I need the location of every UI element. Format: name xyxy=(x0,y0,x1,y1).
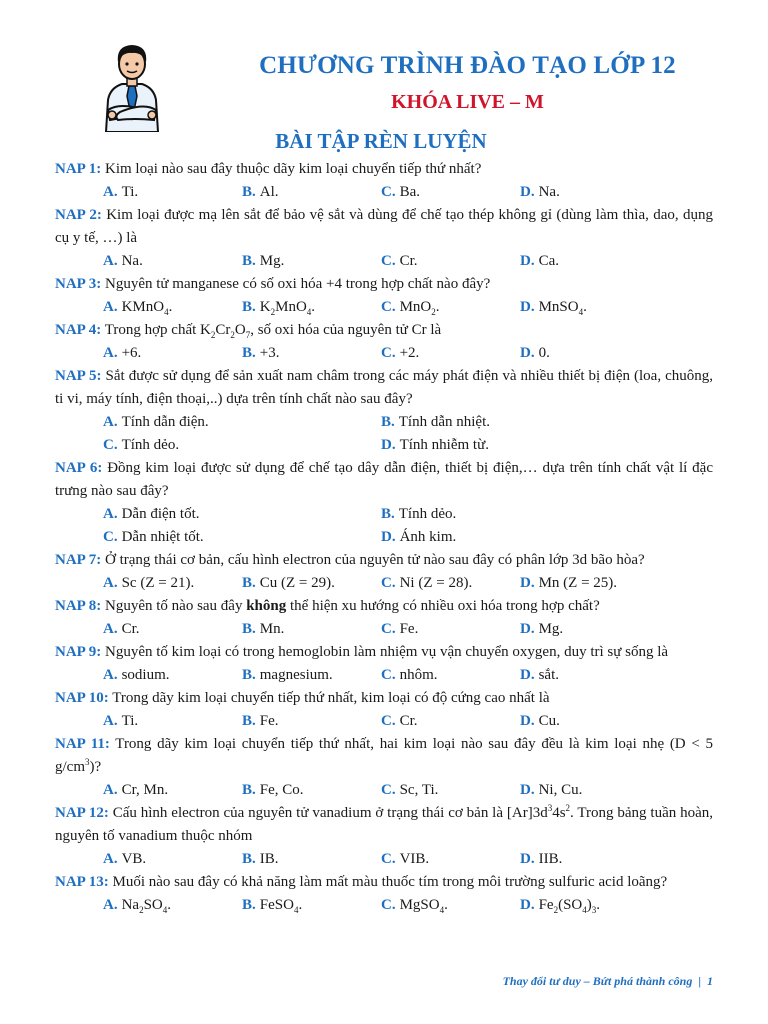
option-text: Ti. xyxy=(121,713,139,729)
answer-option xyxy=(381,779,520,802)
option-text: Tính dẻo. xyxy=(121,437,180,453)
question-text xyxy=(55,319,713,342)
option-letter: A. xyxy=(103,621,118,637)
question-stem: Cấu hình electron của nguyên tử vanadium ở trạng thái cơ bản là $[Ar]3d^34s^2$. Trong bảng tuần hoàn, nguyên tố vanadium thuộc nhóm xyxy=(55,803,714,844)
option-letter: C. xyxy=(381,897,396,913)
question-text xyxy=(55,158,713,181)
option-letter: C. xyxy=(381,184,396,200)
option-letter: B. xyxy=(381,506,395,522)
page-title: CHƯƠNG TRÌNH ĐÀO TẠO LỚP 12 xyxy=(259,52,676,79)
option-text: Mg. xyxy=(259,253,285,269)
option-letter: B. xyxy=(242,575,256,591)
answer-options xyxy=(103,710,713,733)
option-text: Na. xyxy=(121,253,143,269)
answer-option xyxy=(103,664,242,687)
answer-option xyxy=(381,572,520,595)
answer-option xyxy=(381,342,520,365)
answer-options xyxy=(103,526,713,549)
page-footer xyxy=(380,974,713,989)
option-text: +2. xyxy=(399,345,420,361)
option-letter: A. xyxy=(103,299,118,315)
question-label: NAP 6: xyxy=(55,460,103,476)
option-letter: B. xyxy=(381,414,395,430)
option-text: Ba. xyxy=(399,184,421,200)
answer-option xyxy=(103,342,242,365)
question-text xyxy=(55,273,713,296)
question-text xyxy=(55,802,713,848)
option-text: FeSO$_4$. xyxy=(259,897,303,915)
option-letter: D. xyxy=(520,713,535,729)
option-text: 0. xyxy=(538,345,550,361)
question-label: NAP 7: xyxy=(55,552,102,568)
option-text: MnO$_2$. xyxy=(399,299,440,317)
option-text: nhôm. xyxy=(399,667,438,683)
question-text xyxy=(55,204,713,250)
option-letter: A. xyxy=(103,667,118,683)
option-text: Dẫn nhiệt tốt. xyxy=(121,529,204,545)
question-label: NAP 2: xyxy=(55,207,102,223)
question-label: NAP 9: xyxy=(55,644,102,660)
option-text: Tính dẻo. xyxy=(398,506,457,522)
option-letter: D. xyxy=(520,345,535,361)
option-letter: A. xyxy=(103,253,118,269)
answer-options xyxy=(103,618,713,641)
answer-option xyxy=(381,710,520,733)
teacher-illustration-icon xyxy=(100,40,164,132)
question-text xyxy=(55,365,713,411)
option-letter: D. xyxy=(520,851,535,867)
option-letter: C. xyxy=(103,437,118,453)
option-letter: B. xyxy=(242,782,256,798)
answer-option xyxy=(103,848,242,871)
answer-option xyxy=(381,181,520,204)
answer-options xyxy=(103,848,713,871)
option-letter: A. xyxy=(103,782,118,798)
question-stem: Trong hợp chất $K_2Cr_2O_7$, số oxi hóa của nguyên tử Cr là xyxy=(101,322,442,340)
option-letter: C. xyxy=(381,299,396,315)
answer-options xyxy=(103,664,713,687)
answer-option xyxy=(381,664,520,687)
option-text: Cr. xyxy=(399,253,418,269)
option-letter: D. xyxy=(520,575,535,591)
answer-options xyxy=(103,572,713,595)
question-text xyxy=(55,457,713,503)
option-text: Cu (Z = 29). xyxy=(259,575,335,591)
answer-option xyxy=(520,181,659,204)
answer-option xyxy=(103,618,242,641)
answer-option xyxy=(520,296,659,319)
answer-option xyxy=(103,296,242,319)
answer-options xyxy=(103,250,713,273)
question-label: NAP 11: xyxy=(55,736,110,752)
answer-option xyxy=(103,779,242,802)
answer-options xyxy=(103,411,713,434)
option-text: sắt. xyxy=(538,667,560,683)
question-list xyxy=(55,158,713,917)
option-text: Fe, Co. xyxy=(259,782,304,798)
answer-options xyxy=(103,779,713,802)
question-text xyxy=(55,641,713,664)
question-label: NAP 8: xyxy=(55,598,102,614)
option-text: magnesium. xyxy=(259,667,333,683)
question-text xyxy=(55,687,713,710)
question-label: NAP 12: xyxy=(55,805,109,821)
option-text: VB. xyxy=(121,851,147,867)
option-letter: D. xyxy=(520,897,535,913)
option-text: IIB. xyxy=(538,851,563,867)
option-text: Na. xyxy=(538,184,560,200)
answer-options xyxy=(103,434,713,457)
option-letter: B. xyxy=(242,851,256,867)
option-letter: C. xyxy=(381,621,396,637)
answer-option xyxy=(381,618,520,641)
answer-options xyxy=(103,503,713,526)
answer-option xyxy=(381,296,520,319)
answer-options xyxy=(103,894,713,917)
option-letter: C. xyxy=(381,345,396,361)
course-subtitle: KHÓA LIVE – M xyxy=(391,91,544,113)
answer-option xyxy=(103,526,381,549)
option-text: Fe. xyxy=(399,621,419,637)
answer-option xyxy=(520,848,659,871)
option-text: Ni (Z = 28). xyxy=(399,575,473,591)
answer-option xyxy=(242,779,381,802)
option-text: MgSO$_4$. xyxy=(399,897,448,915)
option-letter: B. xyxy=(242,667,256,683)
answer-option xyxy=(242,296,381,319)
question-stem: Ở trạng thái cơ bản, cấu hình electron của nguyên tử nào sau đây có phân lớp 3d bão hòa? xyxy=(101,552,645,568)
option-letter: D. xyxy=(520,184,535,200)
answer-option xyxy=(520,710,659,733)
option-letter: D. xyxy=(520,782,535,798)
option-letter: D. xyxy=(381,529,396,545)
option-letter: B. xyxy=(242,345,256,361)
option-letter: D. xyxy=(520,667,535,683)
footer-separator: | xyxy=(698,974,701,988)
option-text: Cr. xyxy=(399,713,418,729)
question-label: NAP 3: xyxy=(55,276,102,292)
question-text xyxy=(55,871,713,894)
answer-option xyxy=(242,710,381,733)
option-letter: D. xyxy=(520,299,535,315)
option-text: Ánh kim. xyxy=(399,529,457,545)
answer-option xyxy=(520,894,659,917)
section-title: BÀI TẬP RÈN LUYỆN xyxy=(275,129,487,153)
option-text: sodium. xyxy=(121,667,170,683)
option-text: Sc, Ti. xyxy=(399,782,439,798)
option-text: Sc (Z = 21). xyxy=(121,575,195,591)
question-stem: Nguyên tố kim loại có trong hemoglobin làm nhiệm vụ vận chuyển oxygen, duy trì sự sống là xyxy=(101,644,669,660)
option-letter: B. xyxy=(242,713,256,729)
question-label: NAP 5: xyxy=(55,368,102,384)
footer-slogan: Thay đổi tư duy – Bứt phá thành công xyxy=(502,974,693,988)
option-letter: C. xyxy=(381,851,396,867)
answer-option xyxy=(103,250,242,273)
option-text: Dẫn điện tốt. xyxy=(121,506,200,522)
question-label: NAP 10: xyxy=(55,690,109,706)
answer-option xyxy=(381,411,659,434)
page-number: 1 xyxy=(707,974,713,988)
answer-option xyxy=(242,618,381,641)
answer-option xyxy=(520,572,659,595)
option-letter: B. xyxy=(242,897,256,913)
answer-options xyxy=(103,181,713,204)
option-text: Mg. xyxy=(538,621,564,637)
question-text xyxy=(55,549,713,572)
question-text xyxy=(55,595,713,618)
answer-options xyxy=(103,342,713,365)
option-text: Al. xyxy=(259,184,279,200)
question-stem: Trong dãy kim loại chuyển tiếp thứ nhất, hai kim loại nào sau đây đều là kim loại nhẹ (D < 5 $g/cm^3$)? xyxy=(55,736,713,775)
answer-option xyxy=(520,250,659,273)
answer-option xyxy=(242,848,381,871)
option-letter: C. xyxy=(381,667,396,683)
option-letter: D. xyxy=(381,437,396,453)
option-text: Cr, Mn. xyxy=(121,782,169,798)
option-letter: A. xyxy=(103,575,118,591)
answer-option xyxy=(242,572,381,595)
option-text: KMnO$_4$. xyxy=(121,299,173,317)
question-label: NAP 13: xyxy=(55,874,109,890)
option-text: Fe. xyxy=(259,713,279,729)
option-text: +3. xyxy=(259,345,280,361)
option-letter: A. xyxy=(103,851,118,867)
answer-option xyxy=(103,181,242,204)
answer-option xyxy=(242,664,381,687)
answer-option xyxy=(381,894,520,917)
answer-option xyxy=(103,710,242,733)
answer-option xyxy=(520,779,659,802)
answer-option xyxy=(381,503,659,526)
question-stem: Nguyên tố nào sau đây không thể hiện xu hướng có nhiều oxi hóa trong hợp chất? xyxy=(101,598,600,614)
answer-option xyxy=(381,434,659,457)
question-stem: Kim loại nào sau đây thuộc dãy kim loại chuyển tiếp thứ nhất? xyxy=(101,161,482,177)
answer-option xyxy=(242,894,381,917)
option-text: MnSO$_4$. xyxy=(538,299,587,317)
option-letter: B. xyxy=(242,299,256,315)
option-text: VIB. xyxy=(399,851,430,867)
option-letter: C. xyxy=(381,782,396,798)
question-stem: Trong dãy kim loại chuyển tiếp thứ nhất, kim loại có độ cứng cao nhất là xyxy=(108,690,550,706)
answer-option xyxy=(520,664,659,687)
answer-option xyxy=(103,503,381,526)
question-text xyxy=(55,733,713,779)
answer-option xyxy=(103,572,242,595)
option-letter: B. xyxy=(242,621,256,637)
answer-option xyxy=(103,411,381,434)
option-text: Tính nhiễm từ. xyxy=(399,437,489,453)
option-letter: C. xyxy=(381,575,396,591)
option-letter: C. xyxy=(381,253,396,269)
option-text: Ti. xyxy=(121,184,139,200)
answer-option xyxy=(103,434,381,457)
option-text: Tính dẫn điện. xyxy=(121,414,209,430)
question-label: NAP 1: xyxy=(55,161,102,177)
option-text: $Fe_2(SO_4)_3$. xyxy=(538,897,601,915)
answer-option xyxy=(242,181,381,204)
answer-option xyxy=(103,894,242,917)
answer-option xyxy=(242,342,381,365)
option-text: Tính dẫn nhiệt. xyxy=(398,414,490,430)
option-text: Mn. xyxy=(259,621,285,637)
question-stem: Muối nào sau đây có khả năng làm mất màu thuốc tím trong môi trường sulfuric acid loãng? xyxy=(108,874,668,890)
answer-option xyxy=(242,250,381,273)
option-letter: A. xyxy=(103,414,118,430)
option-letter: A. xyxy=(103,713,118,729)
question-stem: Sắt được sử dụng để sản xuất nam châm trong các máy phát điện và nhiều thiết bị điện (loa, chuông, ti vi, máy tính, điện thoại,..) dựa trên tính chất nào sau đây? xyxy=(55,368,714,407)
option-letter: C. xyxy=(381,713,396,729)
option-text: $Na_2SO_4$. xyxy=(121,897,172,915)
answer-option xyxy=(520,618,659,641)
option-text: Mn (Z = 25). xyxy=(538,575,618,591)
option-letter: A. xyxy=(103,345,118,361)
option-letter: A. xyxy=(103,897,118,913)
option-text: Ni, Cu. xyxy=(538,782,583,798)
question-stem: Nguyên tử manganese có số oxi hóa +4 trong hợp chất nào đây? xyxy=(101,276,491,292)
answer-option xyxy=(381,848,520,871)
answer-option xyxy=(520,342,659,365)
question-stem: Kim loại được mạ lên sắt để bảo vệ sắt và dùng để chế tạo thép không gỉ (dùng làm thìa, dao, dụng cụ y tế, …) là xyxy=(55,207,713,246)
answer-option xyxy=(381,250,520,273)
option-text: $K_2MnO_4$. xyxy=(259,299,316,317)
option-letter: D. xyxy=(520,621,535,637)
option-letter: B. xyxy=(242,184,256,200)
option-letter: B. xyxy=(242,253,256,269)
option-letter: D. xyxy=(520,253,535,269)
option-letter: A. xyxy=(103,506,118,522)
answer-option xyxy=(381,526,659,549)
answer-options xyxy=(103,296,713,319)
option-text: Cu. xyxy=(538,713,560,729)
question-label: NAP 4: xyxy=(55,322,102,338)
option-text: Ca. xyxy=(538,253,560,269)
option-text: IB. xyxy=(259,851,279,867)
page-header xyxy=(0,0,768,160)
option-letter: A. xyxy=(103,184,118,200)
option-letter: C. xyxy=(103,529,118,545)
option-text: Cr. xyxy=(121,621,140,637)
option-text: +6. xyxy=(121,345,142,361)
question-stem: Đồng kim loại được sử dụng để chế tạo dây dẫn điện, thiết bị điện,… dựa trên tính chất vật lí đặc trưng nào sau đây? xyxy=(55,460,714,499)
